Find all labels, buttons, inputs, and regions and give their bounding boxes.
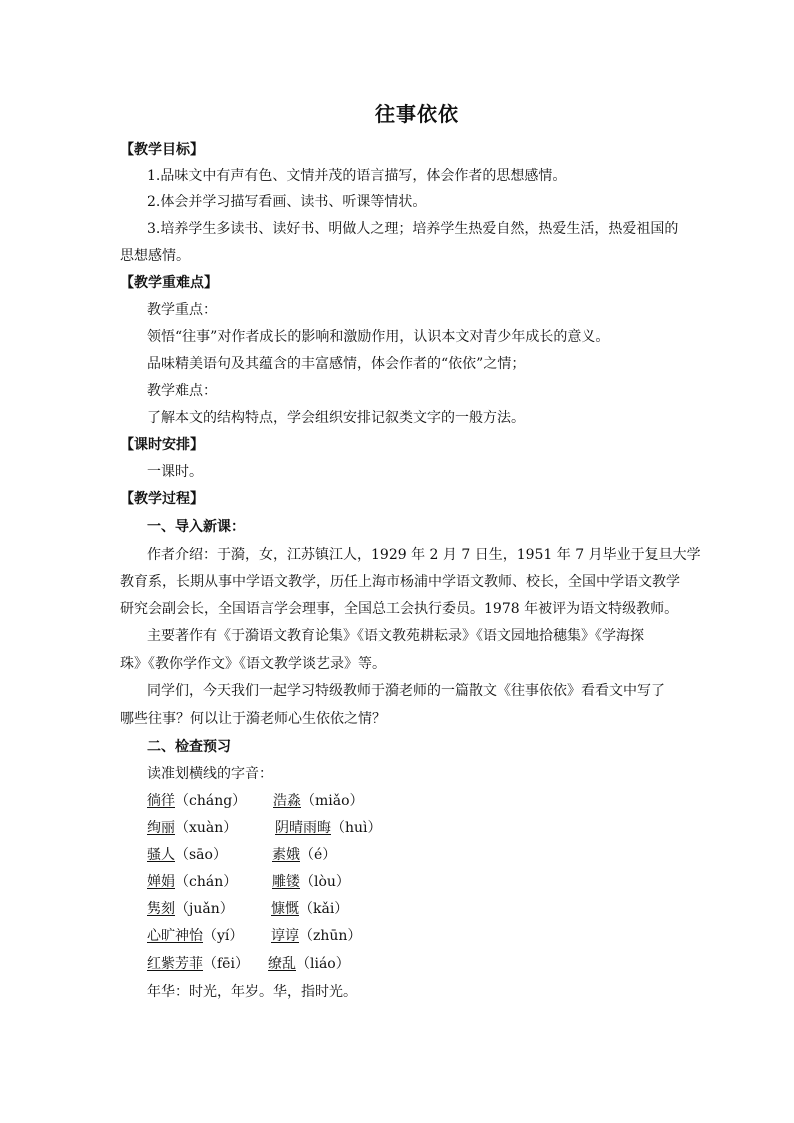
- pronunciation-pinyin: （xuàn）: [175, 820, 238, 836]
- pronunciation-word: 雕镂: [272, 874, 300, 890]
- goal-1: 1.品味文中有声有色、文情并茂的语言描写，体会作者的思想感情。: [147, 168, 567, 184]
- works-line-1: 主要著作有《于漪语文教育论集》《语文教苑耕耘录》《语文园地拾穗集》《学海探: [147, 628, 644, 644]
- lead-in-line-2: 哪些往事？何以让于漪老师心生依依之情？: [120, 711, 386, 727]
- pronunciation-pinyin: （é）: [300, 847, 337, 863]
- pronunciation-pinyin: （juǎn）: [175, 901, 234, 917]
- process-heading: 【教学过程】: [120, 491, 204, 507]
- nianhua-definition: 年华：时光，年岁。华，指时光。: [147, 984, 357, 1000]
- pronunciation-word: 素娥: [272, 847, 300, 863]
- difficulty-1: 了解本文的结构特点，学会组织安排记叙类文字的一般方法。: [147, 410, 525, 426]
- pronunciation-pinyin: （yí）: [203, 928, 244, 944]
- pronunciation-pinyin: （chán）: [175, 874, 238, 890]
- pronunciation-word: 浩淼: [273, 793, 301, 809]
- author-intro-line-2: 教育系，长期从事中学语文教学，历任上海市杨浦中学语文教师、校长，全国中学语文教学: [120, 574, 680, 590]
- time-heading: 【课时安排】: [120, 437, 204, 453]
- pronunciation-word: 徜徉: [147, 793, 175, 809]
- pronunciation-word: 谆谆: [271, 928, 299, 944]
- pronunciation-pinyin: （lòu）: [300, 874, 350, 890]
- lead-in-line-1: 同学们，今天我们一起学习特级教师于漪老师的一篇散文《往事依依》看看文中写了: [147, 683, 665, 699]
- goal-3-line-2: 思想感情。: [120, 248, 190, 264]
- pronunciation-pinyin: （fēi）: [203, 956, 249, 972]
- works-line-2: 珠》《教你学作文》《语文教学谈艺录》等。: [120, 656, 386, 672]
- key-points-label: 教学重点：: [147, 302, 217, 318]
- pronunciation-pinyin: （huì）: [331, 820, 382, 836]
- key-point-2: 品味精美语句及其蕴含的丰富感情，体会作者的“依依”之情；: [147, 356, 526, 372]
- pronunciation-pinyin: （cháng）: [175, 793, 247, 809]
- pronunciation-word: 绚丽: [147, 820, 175, 836]
- author-intro-line-3: 研究会副会长，全国语言学会理事，全国总工会执行委员。1978 年被评为语文特级教师。: [120, 601, 679, 617]
- page-title: 往事依依: [375, 102, 459, 126]
- goals-heading: 【教学目标】: [120, 142, 204, 158]
- key-points-heading: 【教学重难点】: [120, 275, 218, 291]
- pronunciation-pinyin: （sāo）: [175, 847, 227, 863]
- step-1-heading: 一、导入新课：: [147, 519, 245, 535]
- pronunciation-word: 缭乱: [268, 956, 296, 972]
- pronunciation-word: 红紫芳菲: [147, 956, 203, 972]
- step-2-heading: 二、检查预习: [147, 739, 231, 755]
- read-instruction: 读准划横线的字音：: [147, 766, 273, 782]
- difficulty-label: 教学难点：: [147, 383, 217, 399]
- pronunciation-word: 婵娟: [147, 874, 175, 890]
- pronunciation-word: 慷慨: [271, 901, 299, 917]
- pronunciation-word: 阴晴雨晦: [275, 820, 331, 836]
- author-intro-line-1: 作者介绍：于漪，女，江苏镇江人，1929 年 2 月 7 日生，1951 年 7 月毕业于复旦大学: [147, 547, 701, 563]
- pronunciation-pinyin: （liáo）: [296, 956, 350, 972]
- pronunciation-word: 心旷神怡: [147, 928, 203, 944]
- pronunciation-pinyin: （miǎo）: [301, 793, 364, 809]
- time-value: 一课时。: [147, 464, 203, 480]
- pronunciation-word: 隽刻: [147, 901, 175, 917]
- pronunciation-word: 骚人: [147, 847, 175, 863]
- pronunciation-pinyin: （zhūn）: [299, 928, 362, 944]
- key-point-1: 领悟“往事”对作者成长的影响和激励作用，认识本文对青少年成长的意义。: [147, 329, 610, 345]
- pronunciation-pinyin: （kǎi）: [299, 901, 349, 917]
- goal-2: 2.体会并学习描写看画、读书、听课等情状。: [147, 194, 427, 210]
- goal-3-line-1: 3.培养学生多读书、读好书、明做人之理；培养学生热爱自然，热爱生活，热爱祖国的: [147, 221, 679, 237]
